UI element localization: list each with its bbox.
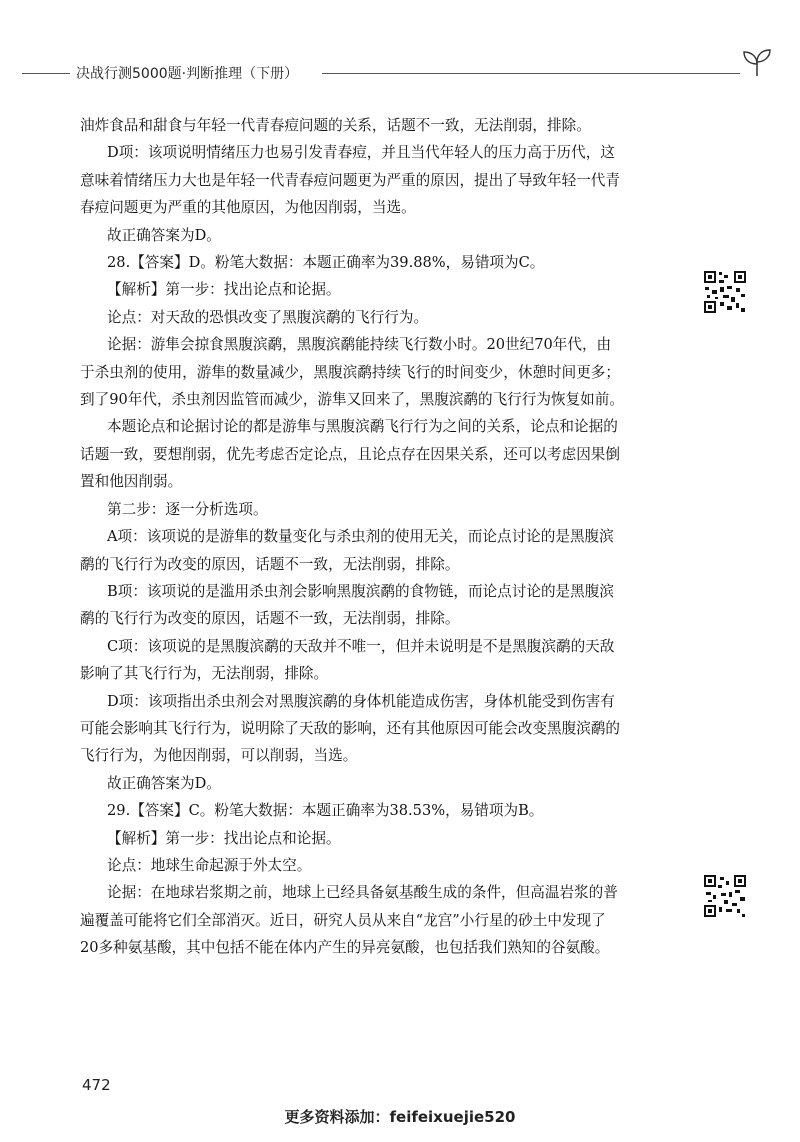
- sprout-icon: [740, 46, 774, 80]
- text-line: 论点：地球生命起源于外太空。: [107, 856, 312, 874]
- text-line: B项：该项说的是滥用杀虫剂会影响黑腹滨鹬的食物链，而论点讨论的是黑腹滨: [107, 582, 614, 600]
- text-line: 可能会影响其飞行行为，说明除了天敌的影响，还有其他原因可能会改变黑腹滨鹬的: [80, 719, 620, 737]
- text-line: 到了90年代，杀虫剂因监管而减少，游隼又回来了，黑腹滨鹬的飞行行为恢复如前。: [80, 391, 624, 409]
- text-line: 第二步：逐一分析选项。: [107, 500, 268, 518]
- text-line: 遍覆盖可能将它们全部消灭。近日，研究人员从来自“龙宫”小行星的砂土中发现了: [80, 911, 606, 929]
- text-line: 本题论点和论据讨论的都是游隼与黑腹滨鹬飞行行为之间的关系，论点和论据的: [107, 418, 618, 436]
- text-line: 意味着情绪压力大也是年轻一代青春痘问题更为严重的原因，提出了导致年轻一代青: [80, 171, 620, 189]
- text-line: 故正确答案为D。: [107, 226, 221, 244]
- text-line: 话题一致，要想削弱，优先考虑否定论点，且论点存在因果关系，还可以考虑因果倒: [80, 445, 620, 463]
- text-line: 论据：游隼会掠食黑腹滨鹬，黑腹滨鹬能持续飞行数小时。20世纪70年代，由: [107, 336, 612, 354]
- text-line: C项：该项说的是黑腹滨鹬的天敌并不唯一，但并未说明是不是黑腹滨鹬的天敌: [107, 637, 615, 655]
- qr-code-icon[interactable]: [703, 270, 747, 314]
- text-line: 20多种氨基酸，其中包括不能在体内产生的异亮氨酸，也包括我们熟知的谷氨酸。: [80, 939, 610, 957]
- footer-note: 更多资料添加：feifeixuejie520: [284, 1108, 516, 1126]
- text-line: 置和他因削弱。: [80, 473, 183, 491]
- header-title: 决战行测5000题·判断推理（下册）: [76, 66, 299, 82]
- text-line: 故正确答案为D。: [107, 774, 221, 792]
- text-line: D项：该项指出杀虫剂会对黑腹滨鹬的身体机能造成伤害，身体机能受到伤害有: [107, 692, 615, 710]
- text-line: D项：该项说明情绪压力也易引发青春痘，并且当代年轻人的压力高于历代，这: [107, 144, 615, 162]
- header-rule-left: [22, 73, 70, 74]
- page-number: 472: [82, 1076, 111, 1094]
- text-line: 于杀虫剂的使用，游隼的数量减少，黑腹滨鹬持续飞行的时间变少，休憩时间更多；: [80, 363, 620, 381]
- text-line: 29.【答案】C。粉笔大数据：本题正确率为38.53%，易错项为B。: [107, 802, 544, 820]
- text-line: 论点：对天敌的恐惧改变了黑腹滨鹬的飞行行为。: [107, 308, 429, 326]
- text-line: 28.【答案】D。粉笔大数据：本题正确率为39.88%，易错项为C。: [107, 254, 545, 272]
- text-line: 【解析】第一步：找出论点和论据。: [107, 829, 341, 847]
- text-line: 春痘问题更为严重的其他原因，为他因削弱，当选。: [80, 199, 416, 217]
- qr-code-icon[interactable]: [703, 874, 747, 918]
- text-line: 论据：在地球岩浆期之前，地球上已经具备氨基酸生成的条件，但高温岩浆的普: [107, 884, 618, 902]
- header-rule-right: [322, 73, 740, 74]
- running-header: [22, 60, 762, 90]
- text-line: 影响了其飞行行为，无法削弱，排除。: [80, 665, 329, 683]
- text-line: 鹬的飞行行为改变的原因，话题不一致，无法削弱，排除。: [80, 610, 460, 628]
- text-line: 鹬的飞行行为改变的原因，话题不一致，无法削弱，排除。: [80, 555, 460, 573]
- text-line: 【解析】第一步：找出论点和论据。: [107, 281, 341, 299]
- text-line: 飞行行为，为他因削弱，可以削弱，当选。: [80, 747, 358, 765]
- body-text: [80, 112, 678, 962]
- text-line: 油炸食品和甜食与年轻一代青春痘问题的关系，话题不一致，无法削弱，排除。: [80, 117, 591, 134]
- text-line: A项：该项说的是游隼的数量变化与杀虫剂的使用无关，而论点讨论的是黑腹滨: [107, 528, 614, 546]
